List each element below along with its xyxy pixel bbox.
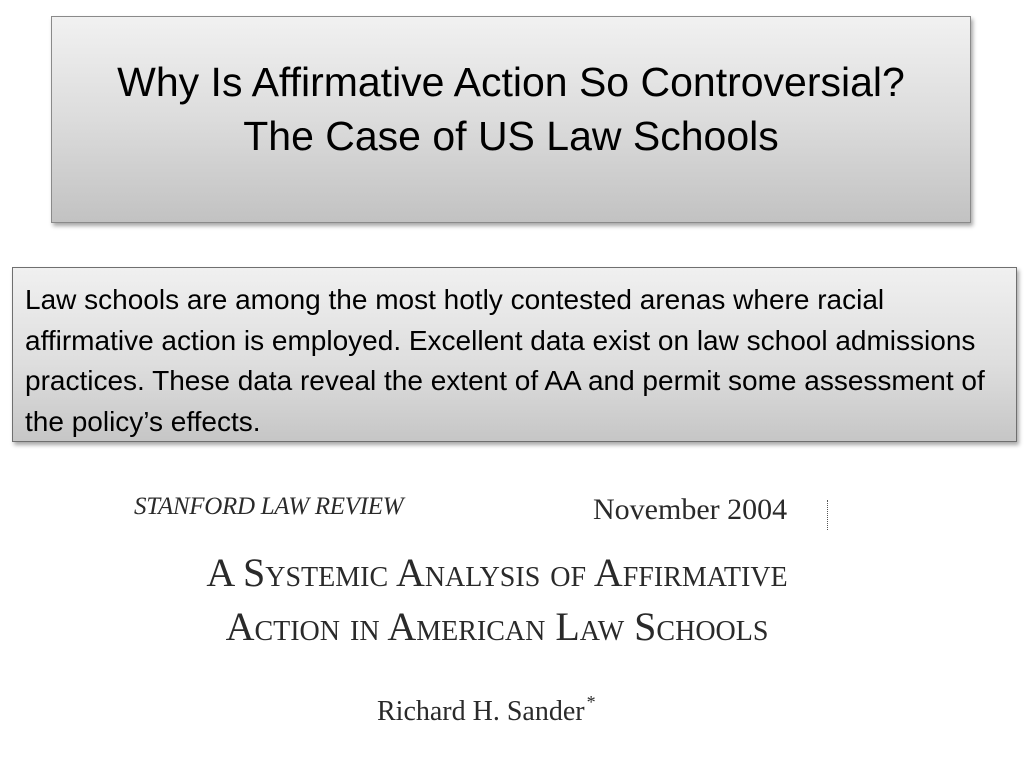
author-name: Richard H. Sander bbox=[377, 696, 585, 727]
date-divider-mark bbox=[824, 500, 828, 530]
summary-text: Law schools are among the most hotly contested arenas where racial affirmative action is employed. Excellent data exist on law school admissions practices. These data reveal the extent of AA and permit some assessment of the policy’s effects. bbox=[25, 284, 985, 437]
article-title-line-2: Action in American Law Schools bbox=[225, 604, 769, 649]
slide-title-line-2: The Case of US Law Schools bbox=[243, 112, 779, 159]
article-title-line-1: A Systemic Analysis of Affirmative bbox=[206, 550, 788, 595]
author bbox=[377, 692, 596, 728]
summary-box bbox=[12, 267, 1017, 442]
slide-title-box bbox=[51, 16, 971, 223]
slide-title-line-1: Why Is Affirmative Action So Controversial? bbox=[117, 58, 905, 105]
article-title bbox=[0, 546, 994, 654]
journal-date: November 2004 bbox=[593, 493, 788, 526]
journal-name: STANFORD LAW REVIEW bbox=[134, 493, 404, 520]
author-footnote-mark: * bbox=[586, 692, 596, 712]
